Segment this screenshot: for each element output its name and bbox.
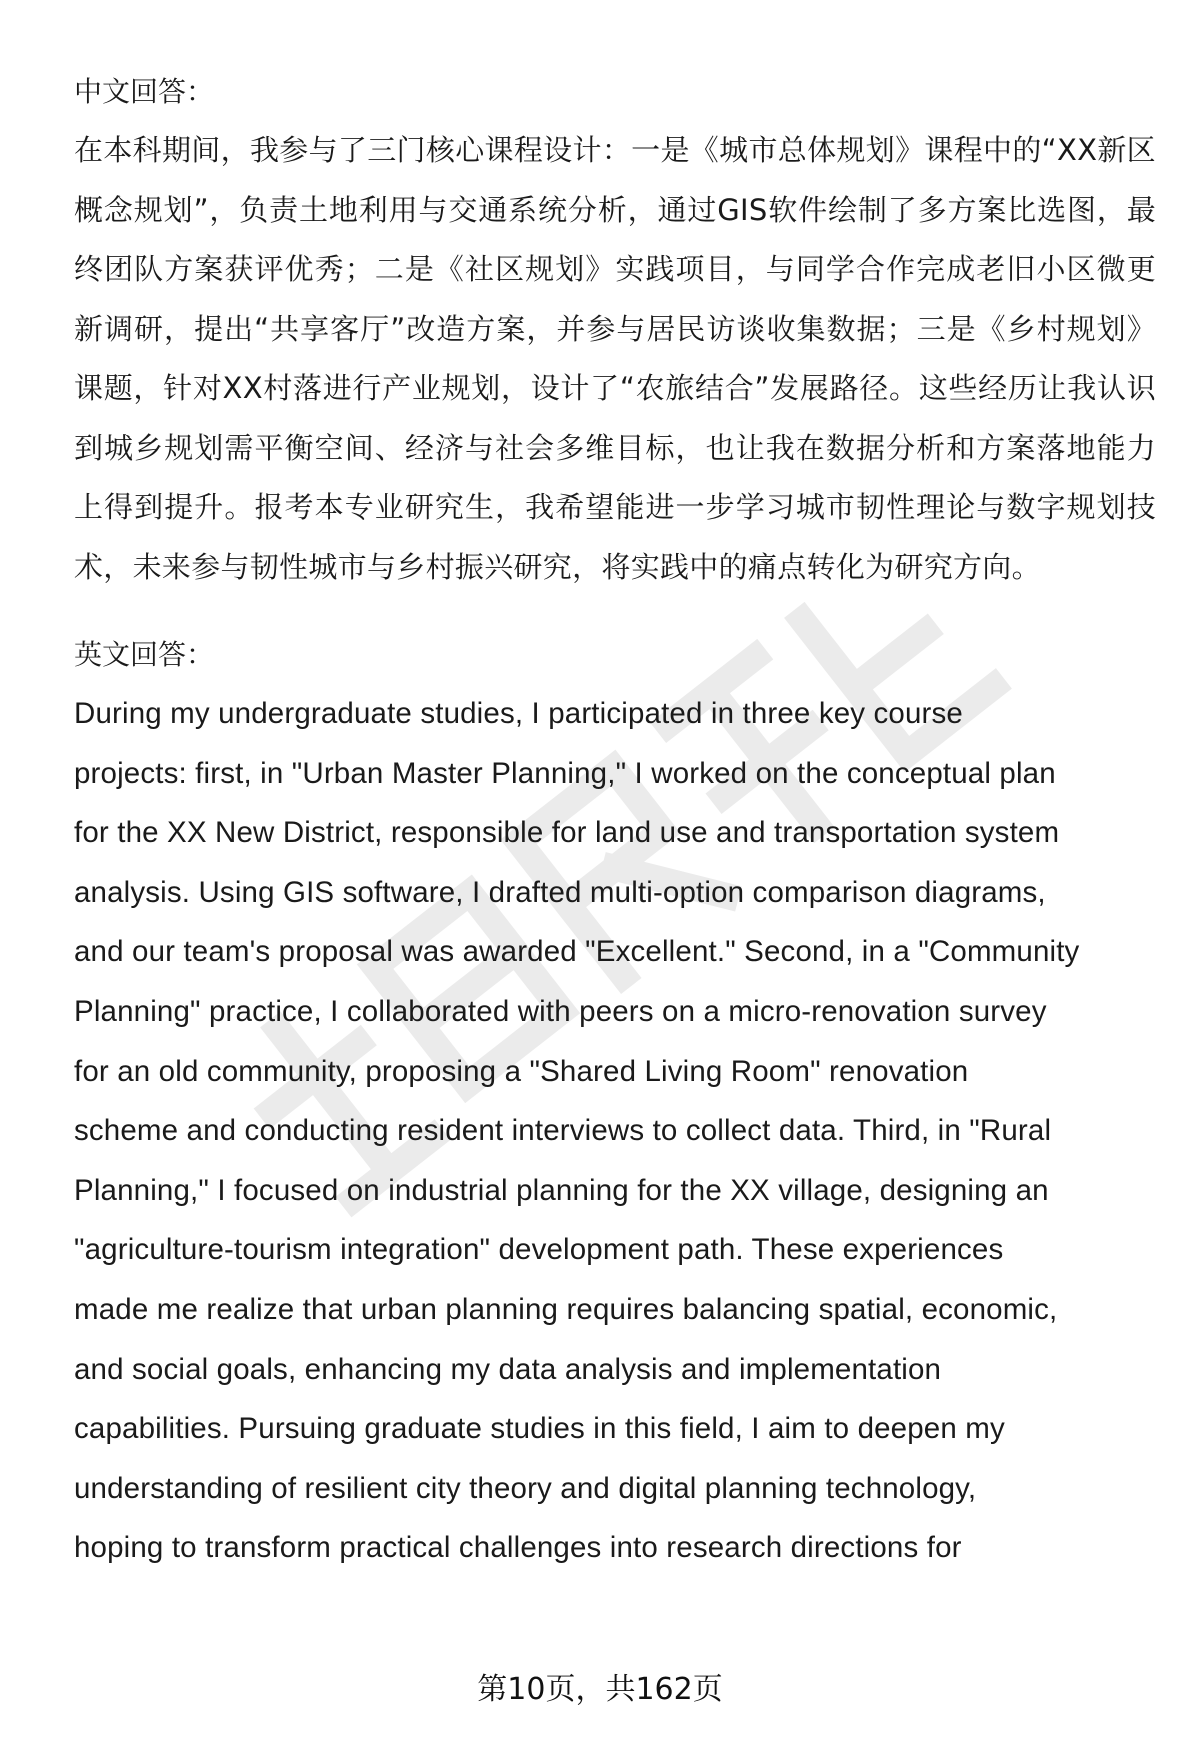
english-answer-line: for an old community, proposing a "Shared Living Room" renovation xyxy=(74,1054,969,1088)
english-answer-heading: 英文回答： xyxy=(74,638,215,671)
english-answer-line: for the XX New District, responsible for land use and transportation system xyxy=(74,816,1060,850)
english-answer-line: understanding of resilient city theory and digital planning technology, xyxy=(74,1471,977,1505)
english-answer-line: During my undergraduate studies, I participated in three key course xyxy=(74,697,963,730)
english-answer-line: capabilities. Pursuing graduate studies in this field, I aim to deepen my xyxy=(74,1412,1005,1446)
english-answer-line: scheme and conducting resident interviews to collect data. Third, in "Rural xyxy=(74,1114,1052,1148)
english-answer-text xyxy=(74,684,1156,1578)
page-number-footer: 第10页，共162页 xyxy=(477,1672,723,1707)
english-answer-line: analysis. Using GIS software, I drafted multi-option comparison diagrams, xyxy=(74,875,1046,909)
english-answer-line: hoping to transform practical challenges into research directions for xyxy=(74,1531,962,1565)
english-answer-line: and social goals, enhancing my data analysis and implementation xyxy=(74,1352,942,1386)
answer-content xyxy=(74,62,1156,1578)
english-answer-line: and our team's proposal was awarded "Excellent." Second, in a "Community xyxy=(74,935,1080,969)
english-answer-line: projects: first, in "Urban Master Planning," I worked on the conceptual plan xyxy=(74,756,1056,790)
english-answer-line: Planning" practice, I collaborated with peers on a micro-renovation survey xyxy=(74,994,1047,1028)
english-answer-line: "agriculture-tourism integration" development path. These experiences xyxy=(74,1233,1004,1267)
english-answer-line: Planning," I focused on industrial planning for the XX village, designing an xyxy=(74,1173,1049,1207)
english-answer-line: made me realize that urban planning requires balancing spatial, economic, xyxy=(74,1292,1058,1326)
chinese-answer-heading: 中文回答： xyxy=(74,75,215,108)
chinese-answer-text: 在本科期间，我参与了三门核心课程设计：一是《城市总体规划》课程中的“XX新区概念规划”，负责土地利用与交通系统分析，通过GIS软件绘制了多方案比选图，最终团队方案获评优秀；二是《社区规划》实践项目，与同学合作完成老旧小区微更新调研，提出“共享客厅”改造方案，并参与居民访谈收集数据；三是《乡村规划》课题，针对XX村落进行产业规划，设计了“农旅结合”发展路径。这些经历让我认识到城乡规划需平衡空间、经济与社会多维目标，也让我在数据分析和方案落地能力上得到提升。报考本专业研究生，我希望能进一步学习城市韧性理论与数字规划技术，未来参与韧性城市与乡村振兴研究，将实践中的痛点转化为研究方向。 xyxy=(74,133,1156,584)
